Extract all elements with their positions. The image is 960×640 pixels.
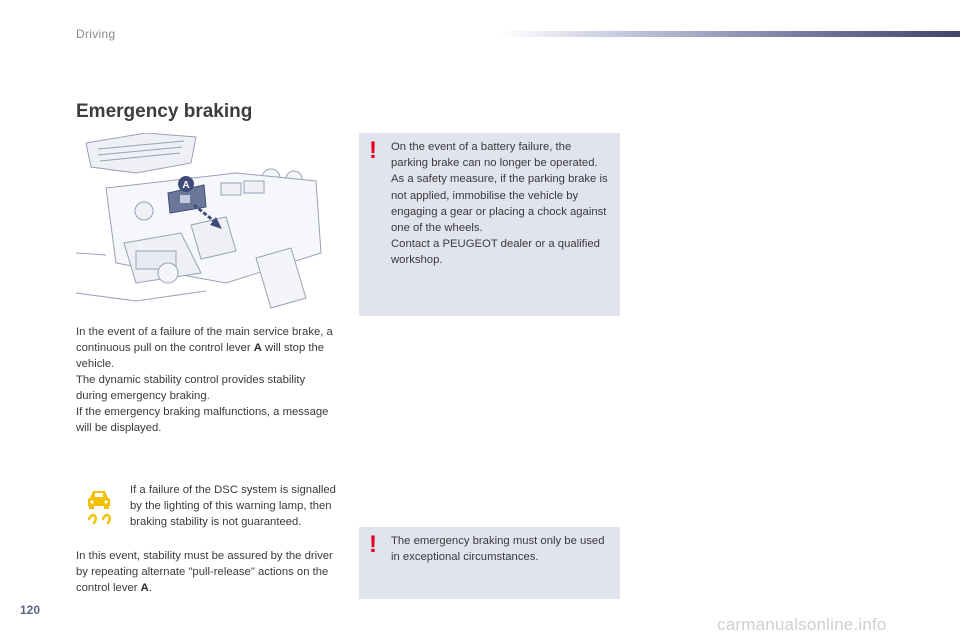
section-label: Driving: [76, 27, 116, 41]
battery-warning-text: [391, 139, 609, 269]
paragraph-3: If the emergency braking malfunctions, a message will be displayed.: [76, 406, 329, 434]
header-gradient-bar: [500, 31, 960, 37]
page-number: 120: [20, 603, 41, 617]
stability-instructions: [76, 548, 338, 596]
lever-reference: A: [253, 342, 262, 354]
lever-reference-2: A: [140, 582, 149, 594]
battery-failure-warning-box: [359, 133, 620, 316]
warning-exclamation-icon: !: [369, 137, 377, 164]
watermark: carmanualsonline.info: [717, 615, 887, 634]
dsc-warning-lamp-icon: [84, 486, 114, 526]
dashboard-lever-drawing: [76, 133, 336, 313]
exceptional-use-warning-box: [359, 527, 620, 599]
paragraph-1: In the event of a failure of the main service brake, a continuous pull on the control lever A will stop the vehicle.: [76, 326, 333, 370]
dsc-note-text: If a failure of the DSC system is signalled by the lighting of this warning lamp, then braking stability is not guaranteed.: [130, 484, 336, 528]
warning-line-3: Contact a PEUGEOT dealer or a qualified workshop.: [391, 238, 600, 267]
paragraph-2: The dynamic stability control provides stability during emergency braking.: [76, 374, 306, 402]
dashboard-illustration: [76, 133, 336, 313]
warning-exclamation-icon: !: [369, 531, 377, 558]
warning-line-2: As a safety measure, if the parking brake is not applied, immobilise the vehicle by engaging a gear or placing a chock against one of the wheels.: [391, 173, 608, 235]
stability-paragraph: In this event, stability must be assured by the driver by repeating alternate "pull-release" actions on the control lever A.: [76, 550, 333, 594]
callout-a-label: A: [182, 180, 190, 191]
warning-line-1: On the event of a battery failure, the parking brake can no longer be operated.: [391, 141, 598, 170]
main-instructions: [76, 324, 338, 436]
exceptional-use-warning-text: The emergency braking must only be used in exceptional circumstances.: [391, 535, 605, 564]
page-title: Emergency braking: [76, 101, 253, 122]
